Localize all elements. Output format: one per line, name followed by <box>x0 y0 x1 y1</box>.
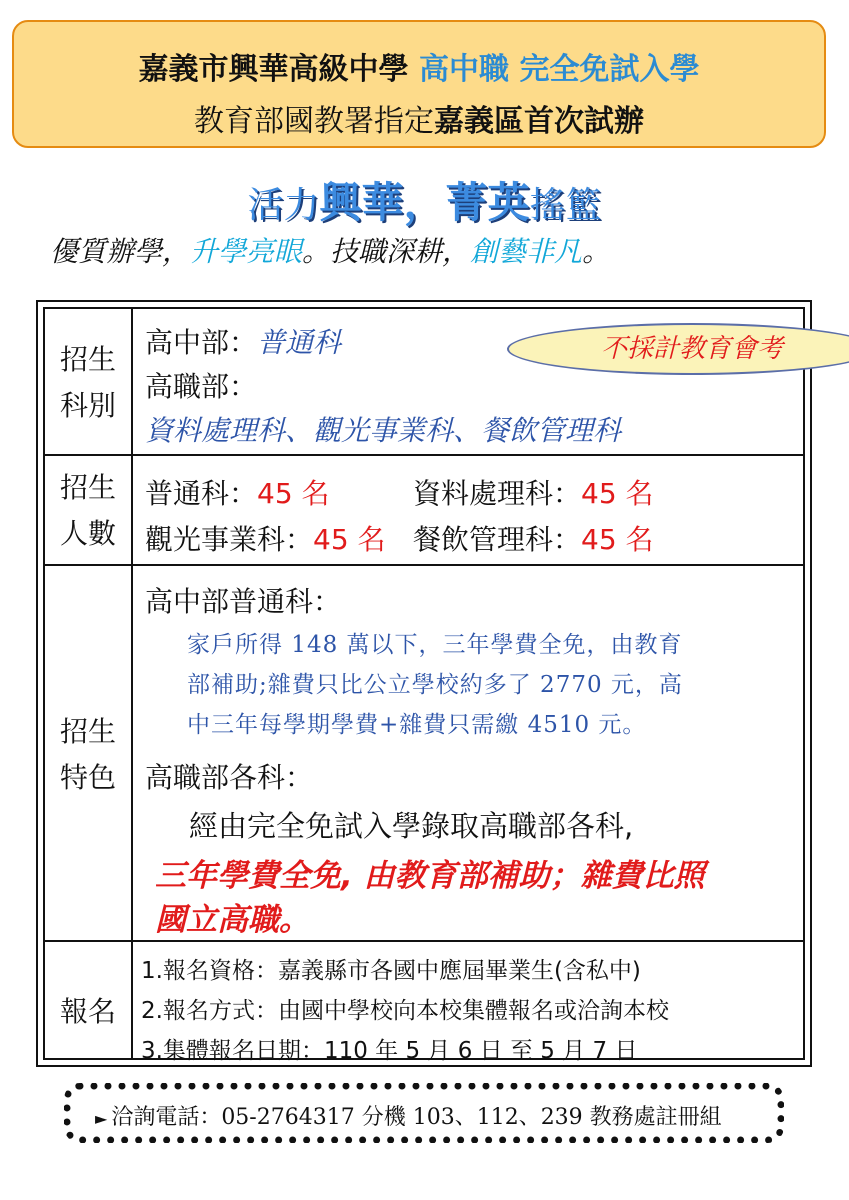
row-label-line: 科別 <box>59 389 116 422</box>
vocational-features-highlight: 三年學費全免, 由教育部補助；雜費比照 <box>155 858 705 894</box>
subjects-cell <box>145 309 793 454</box>
quota-count: 45 名 <box>581 477 654 510</box>
row-label-quota <box>45 465 131 557</box>
row-label-line: 人數 <box>59 517 116 550</box>
info-table <box>36 300 812 1067</box>
senior-dept-label: 高中部： <box>145 326 258 359</box>
row-label-subjects <box>45 337 131 429</box>
banner-subtitle <box>14 96 824 140</box>
slogan-part-2: 興華 <box>319 178 404 227</box>
banner-highlight-2: 完全免試入學 <box>519 52 700 87</box>
motto-b: 升學亮眼 <box>190 235 303 268</box>
banner-title <box>14 44 824 88</box>
vocational-dept-label: 高職部： <box>145 370 258 403</box>
quota-subject: 觀光事業科： <box>145 523 314 556</box>
banner-highlight-1: 高中職 <box>419 52 509 87</box>
quota-count: 45 名 <box>257 477 330 510</box>
no-exam-note-badge: 不採計教育會考 <box>507 323 849 375</box>
quota-count: 45 名 <box>581 523 654 556</box>
row-label-features <box>45 709 131 801</box>
slogan-part-5: 搖籃 <box>529 185 602 226</box>
senior-dept-line <box>145 321 341 361</box>
senior-features-line: 部補助;雜費只比公立學校約多了 2770 元，高 <box>187 672 683 698</box>
school-name: 嘉義市興華高級中學 <box>138 52 409 87</box>
row-label-line: 招生 <box>59 471 116 504</box>
senior-dept-value: 普通科 <box>257 326 342 359</box>
slogan <box>0 170 849 230</box>
info-table-inner <box>43 307 805 1064</box>
registration-line: 3.集體報名日期：110 年 5 月 6 日 至 5 月 7 日 <box>141 1038 638 1064</box>
slogan-part-3: ， <box>403 178 446 227</box>
contact-phone-text: 洽詢電話：05-2764317 分機 103、112、239 教務處註冊組 <box>111 1105 722 1130</box>
header-banner <box>12 20 826 148</box>
vocational-dept-value: 資料處理科、觀光事業科、餐飲管理科 <box>145 414 622 447</box>
vocational-features-intro: 經由完全免試入學錄取高職部各科, <box>189 809 634 843</box>
motto-c: 。技職深耕， <box>302 235 471 268</box>
registration-cell <box>141 942 793 1066</box>
row-label-line: 招生 <box>59 343 116 376</box>
quota-subject: 普通科： <box>145 477 258 510</box>
row-label-registration: 報名 <box>59 995 116 1028</box>
senior-features-line: 家戶所得 148 萬以下，三年學費全免，由教育 <box>187 632 683 658</box>
registration-line: 1.報名資格：嘉義縣市各國中應屆畢業生(含私中) <box>141 958 641 984</box>
quota-item <box>145 472 330 512</box>
quota-item <box>413 472 654 512</box>
vocational-features-heading: 高職部各科： <box>145 761 314 794</box>
banner-subtitle-bold: 嘉義區首次試辦 <box>434 104 644 139</box>
registration-line: 2.報名方式：由國中學校向本校集體報名或洽詢本校 <box>141 998 669 1024</box>
banner-subtitle-prefix: 教育部國教署指定 <box>194 104 434 139</box>
motto <box>50 230 610 270</box>
quota-item <box>413 518 654 558</box>
column-divider <box>131 309 133 1058</box>
motto-a: 優質辦學， <box>50 235 191 268</box>
row-label-line: 特色 <box>59 761 116 794</box>
slogan-part-1: 活力 <box>247 185 320 226</box>
quota-subject: 餐飲管理科： <box>413 523 582 556</box>
senior-features-line: 中三年每學期學費+雜費只需繳 4510 元。 <box>187 712 647 738</box>
contact-box <box>64 1083 784 1143</box>
contact-line <box>95 1100 722 1131</box>
senior-features-heading: 高中部普通科： <box>145 585 342 618</box>
slogan-part-4: 菁英 <box>445 178 530 227</box>
quota-cell <box>145 456 793 564</box>
quota-subject: 資料處理科： <box>413 477 582 510</box>
triangle-right-icon: ► <box>95 1109 108 1128</box>
motto-d: 創藝非凡 <box>470 235 583 268</box>
quota-item <box>145 518 386 558</box>
vocational-features-highlight: 國立高職。 <box>155 902 310 938</box>
quota-count: 45 名 <box>313 523 386 556</box>
motto-e: 。 <box>582 235 611 268</box>
row-label-line: 招生 <box>59 715 116 748</box>
features-cell <box>145 566 793 940</box>
